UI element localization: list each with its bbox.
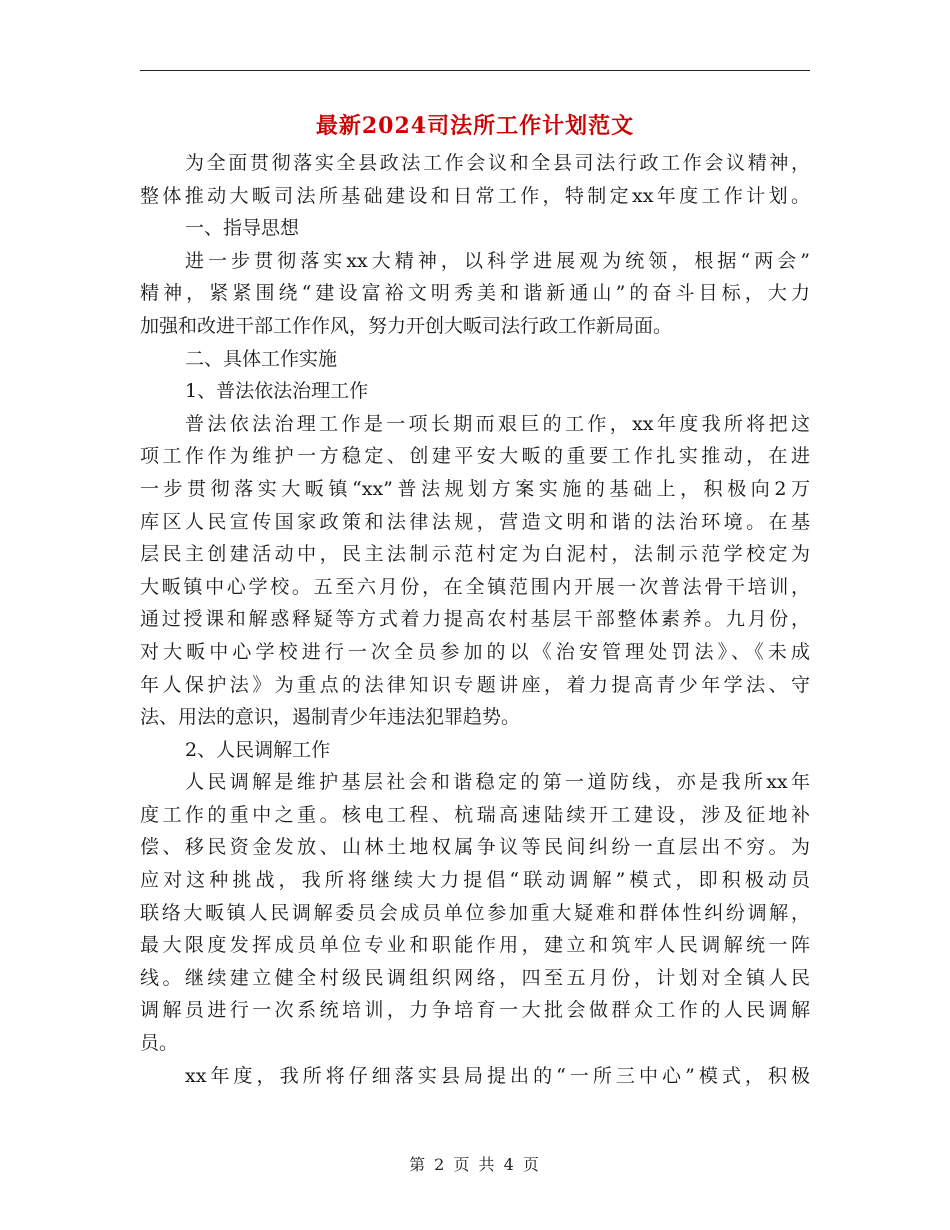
paragraph-line: 加强和改进干部工作作风，努力开创大畈司法行政工作新局面。 [140,314,673,337]
paragraph-line: 通过授课和解惑释疑等方式着力提高农村基层干部整体素养。九月份， [140,608,810,631]
paragraph-line: 人民调解是维护基层社会和谐稳定的第一道防线，亦是我所xx年 [185,771,810,794]
paragraph-line: 对大畈中心学校进行一次全员参加的以《治安管理处罚法》、《未成 [140,640,810,663]
subsection-heading: 2、人民调解工作 [185,738,331,761]
paragraph-line: 为全面贯彻落实全县政法工作会议和全县司法行政工作会议精神， [185,152,810,174]
paragraph-line: 精神，紧紧围绕“建设富裕文明秀美和谐新通山”的奋斗目标，大力 [140,282,810,305]
paragraph-line: 进一步贯彻落实xx大精神，以科学进展观为统领，根据“两会” [185,249,810,272]
paragraph-line: 项工作作为维护一方稳定、创建平安大畈的重要工作扎实推动，在进 [140,445,810,468]
section-heading: 一、指导思想 [185,217,300,240]
paragraph-line: 应对这种挑战，我所将继续大力提倡“联动调解”模式，即积极动员 [140,869,810,892]
paragraph-line: 偿、移民资金发放、山林土地权属争议等民间纠纷一直层出不穷。为 [140,836,810,859]
header-rule [140,70,810,71]
document-body [140,147,810,1092]
paragraph-line: 层民主创建活动中，民主法制示范村定为白泥村，法制示范学校定为 [140,543,810,566]
paragraph-line: 最大限度发挥成员单位专业和职能作用，建立和筑牢人民调解统一阵 [140,934,810,957]
page-number: 第 2 页 共 4 页 [409,1155,541,1174]
paragraph-line: 联络大畈镇人民调解委员会成员单位参加重大疑难和群体性纠纷调解， [140,901,810,924]
paragraph-line: 员。 [140,1032,179,1055]
paragraph-line: 普法依法治理工作是一项长期而艰巨的工作，xx年度我所将把这 [185,412,810,435]
paragraph-line: 度工作的重中之重。核电工程、杭瑞高速陆续开工建设，涉及征地补 [140,803,810,826]
paragraph-line: 法、用法的意识，遏制青少年违法犯罪趋势。 [140,706,521,729]
paragraph-line: 大畈镇中心学校。五至六月份，在全镇范围内开展一次普法骨干培训， [140,575,810,598]
paragraph-line: 库区人民宣传国家政策和法律法规，营造文明和谐的法治环境。在基 [140,510,810,533]
paragraph-line: 年人保护法》为重点的法律知识专题讲座，着力提高青少年学法、守 [140,673,810,696]
paragraph-line: 一步贯彻落实大畈镇“xx”普法规划方案实施的基础上，积极向2万 [140,477,810,500]
subsection-heading: 1、普法依法治理工作 [185,380,369,403]
paragraph-line: xx年度，我所将仔细落实县局提出的“一所三中心”模式，积极 [185,1064,810,1087]
paragraph-line: 线。继续建立健全村级民调组织网络，四至五月份，计划对全镇人民 [140,966,810,989]
document-title: 最新2024司法所工作计划范文 [315,113,635,139]
paragraph-line: 整体推动大畈司法所基础建设和日常工作，特制定xx年度工作计划。 [140,184,810,207]
section-heading: 二、具体工作实施 [185,347,338,370]
paragraph-line: 调解员进行一次系统培训，力争培育一大批会做群众工作的人民调解 [140,999,810,1022]
